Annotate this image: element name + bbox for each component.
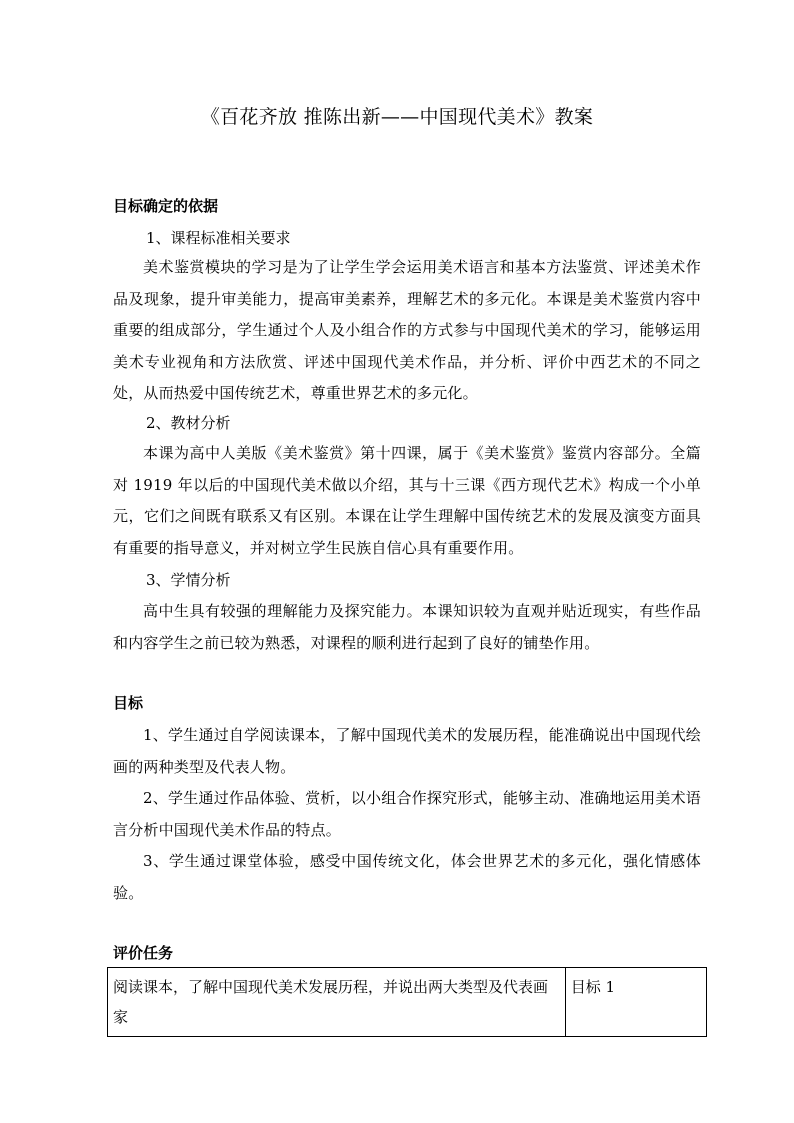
paragraph-student-analysis: 高中生具有较强的理解能力及探究能力。本课知识较为直观并贴近现实，有些作品和内容学生之前已较为熟悉，对课程的顺利进行起到了良好的铺垫作用。: [113, 602, 701, 652]
paragraph-textbook-analysis: 本课为高中人美版《美术鉴赏》第十四课，属于《美术鉴赏》鉴赏内容部分。全篇对 1919 年以后的中国现代美术做以介绍，其与十三课《西方现代艺术》构成一个小单元，它们之间既有联系又有区别。本课在让学生理解中国传统艺术的发展及演变方面具有重要的指导意义，并对树立学生民族自信心具有重要作用。: [113, 444, 701, 557]
section-heading-evaluation: 评价任务: [113, 944, 174, 962]
goal-item-3: 3、学生通过课堂体验，感受中国传统文化，体会世界艺术的多元化，强化情感体验。: [113, 852, 701, 902]
paragraph-curriculum-standard: 美术鉴赏模块的学习是为了让学生学会运用美术语言和基本方法鉴赏、评述美术作品及现象，提升审美能力，提高审美素养，理解艺术的多元化。本课是美术鉴赏内容中重要的组成部分，学生通过个人及小组合作的方式参与中国现代美术的学习，能够运用美术专业视角和方法欣赏、评述中国现代美术作品，并分析、评价中西艺术的不同之处，从而热爱中国传统艺术，尊重世界艺术的多元化。: [113, 258, 701, 402]
document-title: 《百花齐放 推陈出新——中国现代美术》教案: [200, 106, 594, 128]
subheading-textbook-analysis: 2、教材分析: [146, 414, 231, 432]
evaluation-table: [107, 967, 707, 1037]
table-row: [108, 968, 707, 1037]
table-cell-task: 阅读课本，了解中国现代美术发展历程，并说出两大类型及代表画家: [108, 968, 566, 1037]
subheading-student-analysis: 3、学情分析: [146, 571, 231, 589]
table-cell-target: 目标 1: [565, 968, 706, 1037]
subheading-curriculum-standard: 1、课程标准相关要求: [146, 229, 291, 247]
section-heading-basis: 目标确定的依据: [113, 197, 219, 215]
goal-item-2: 2、学生通过作品体验、赏析，以小组合作探究形式，能够主动、准确地运用美术语言分析中国现代美术作品的特点。: [113, 789, 701, 839]
goal-item-1: 1、学生通过自学阅读课本，了解中国现代美术的发展历程，能准确说出中国现代绘画的两种类型及代表人物。: [113, 726, 701, 776]
section-heading-goals: 目标: [113, 694, 144, 712]
